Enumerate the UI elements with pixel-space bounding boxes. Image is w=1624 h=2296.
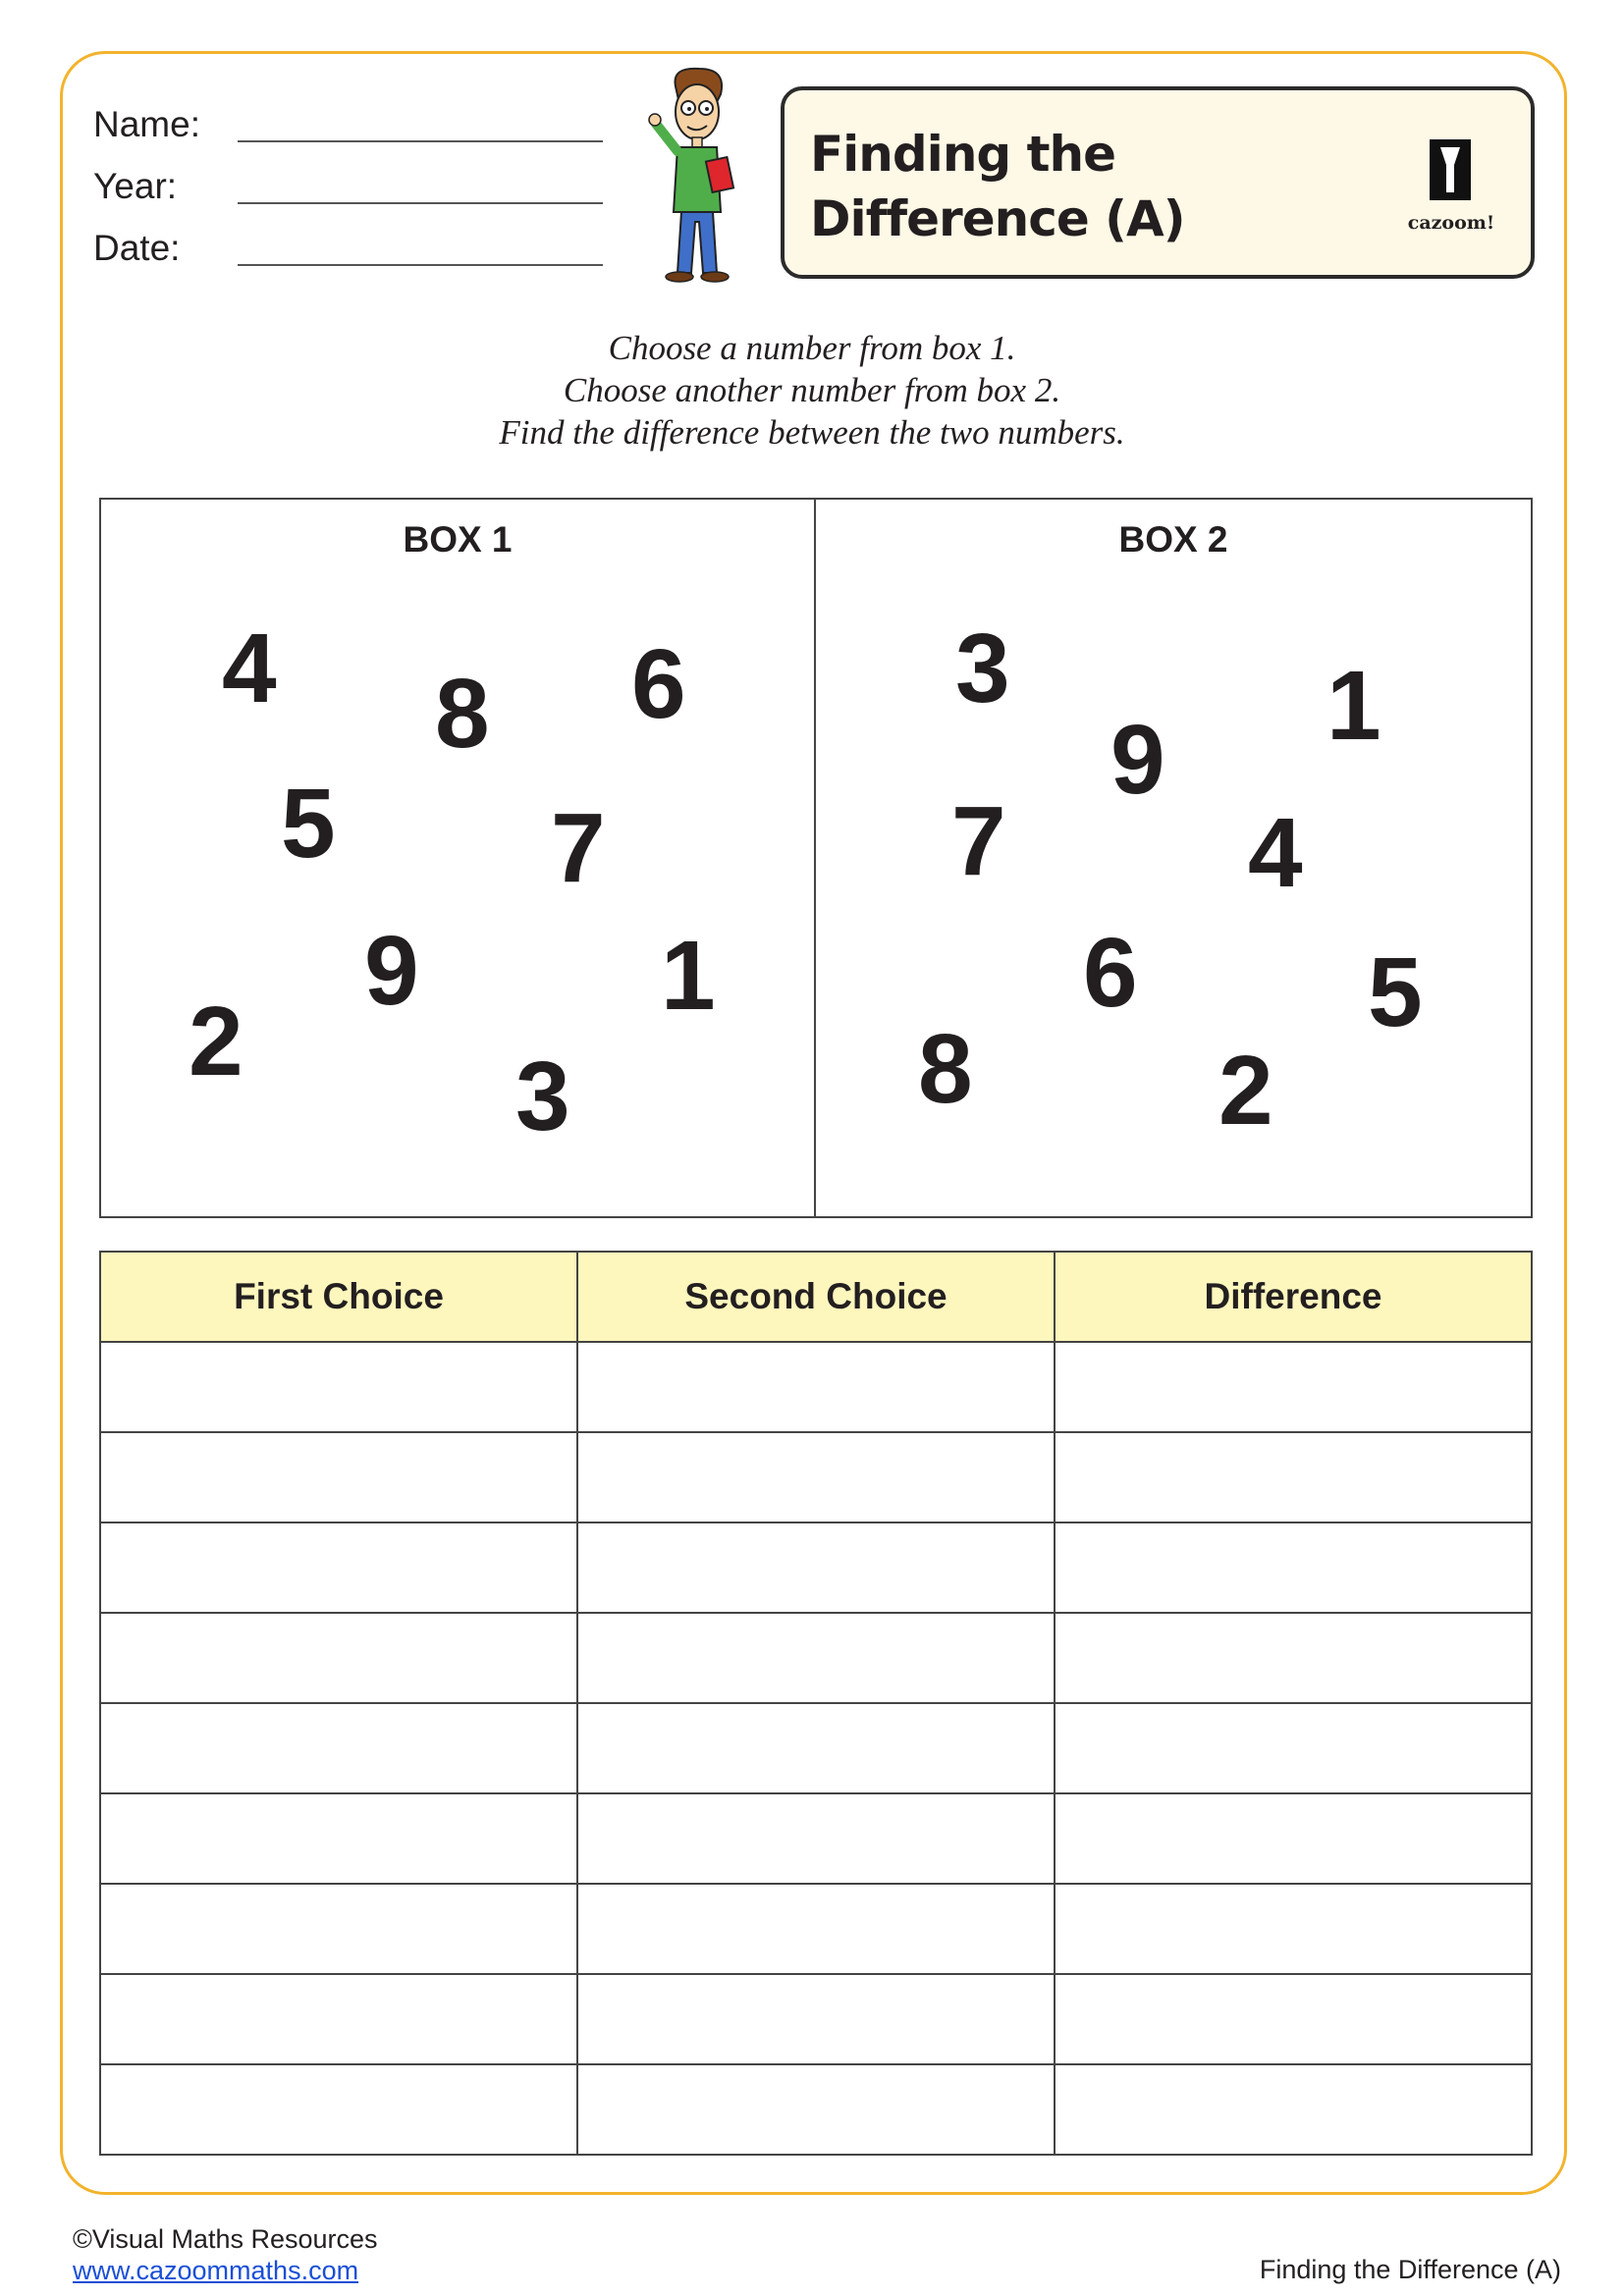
difference-cell[interactable] [1055,1974,1532,2064]
box-2-number: 1 [1326,651,1381,761]
teacher-mascot-illustration [638,65,756,291]
date-label: Date: [93,228,181,268]
first-choice-cell[interactable] [100,1793,577,1884]
box-2-number: 3 [955,614,1010,723]
table-row [100,1522,1532,1613]
box-2-number: 8 [918,1014,973,1124]
box-2-number: 4 [1248,798,1303,908]
box-1-number: 3 [515,1041,570,1151]
table-row [100,1432,1532,1522]
box-1-number: 2 [189,987,244,1096]
box-2-number: 5 [1368,937,1423,1047]
name-label: Name: [93,104,200,144]
first-choice-cell[interactable] [100,1432,577,1522]
header-first-choice: First Choice [100,1252,577,1342]
footer-page-title: Finding the Difference (A) [1259,2255,1561,2284]
box-1-number: 8 [435,659,490,769]
box-2-number: 6 [1083,918,1138,1028]
first-choice-cell[interactable] [100,1613,577,1703]
second-choice-cell[interactable] [577,1703,1055,1793]
cazoom-logo-icon [1397,132,1505,210]
year-line[interactable] [238,202,603,204]
logo-wordmark: cazoom! [1407,212,1495,234]
box-1-number: 4 [222,614,277,723]
second-choice-cell[interactable] [577,1522,1055,1613]
box-2 [814,498,1533,1218]
header-difference: Difference [1055,1252,1532,1342]
title-line-2: Difference (A) [810,190,1185,247]
first-choice-cell[interactable] [100,2064,577,2155]
year-label: Year: [93,166,178,206]
table-row [100,1793,1532,1884]
box-2-number: 2 [1218,1036,1273,1146]
box-2-title: BOX 2 [1118,519,1228,560]
difference-cell[interactable] [1055,1793,1532,1884]
difference-cell[interactable] [1055,1884,1532,1974]
second-choice-cell[interactable] [577,1793,1055,1884]
box-1-number: 5 [281,769,336,879]
box-1-number: 9 [364,916,419,1026]
footer-credits [73,2223,378,2286]
table-row [100,1342,1532,1432]
difference-cell[interactable] [1055,1522,1532,1613]
instruction-line-2: Choose another number from box 2. [563,371,1061,409]
box-2-number: 9 [1110,705,1165,815]
second-choice-cell[interactable] [577,1613,1055,1703]
first-choice-cell[interactable] [100,1884,577,1974]
box-1 [99,498,816,1218]
second-choice-cell[interactable] [577,1342,1055,1432]
difference-cell[interactable] [1055,1342,1532,1432]
table-row [100,1613,1532,1703]
table-row [100,1703,1532,1793]
copyright-text: ©Visual Maths Resources [73,2224,378,2254]
box-1-number: 1 [661,921,716,1031]
first-choice-cell[interactable] [100,1522,577,1613]
second-choice-cell[interactable] [577,1974,1055,2064]
answer-table [99,1251,1533,2156]
website-link[interactable]: www.cazoommaths.com [73,2256,359,2285]
instruction-line-3: Find the difference between the two numbers. [499,413,1125,452]
first-choice-cell[interactable] [100,1703,577,1793]
difference-cell[interactable] [1055,2064,1532,2155]
instruction-line-1: Choose a number from box 1. [608,329,1016,367]
box-1-number: 6 [631,629,686,739]
cazoom-logo [1397,132,1505,240]
second-choice-cell[interactable] [577,1432,1055,1522]
title-line-1: Finding the [810,126,1116,183]
second-choice-cell[interactable] [577,1884,1055,1974]
table-header-row [100,1252,1532,1342]
instructions [0,327,1624,454]
table-row [100,1974,1532,2064]
difference-cell[interactable] [1055,1703,1532,1793]
name-line[interactable] [238,140,603,142]
title-box [781,86,1535,279]
worksheet-title [810,122,1360,251]
difference-cell[interactable] [1055,1613,1532,1703]
box-1-number: 7 [551,793,606,903]
date-line[interactable] [238,264,603,266]
table-row [100,1884,1532,1974]
first-choice-cell[interactable] [100,1342,577,1432]
header-second-choice: Second Choice [577,1252,1055,1342]
difference-cell[interactable] [1055,1432,1532,1522]
answer-table-body [100,1342,1532,2155]
table-row [100,2064,1532,2155]
box-2-number: 7 [951,786,1006,896]
box-1-title: BOX 1 [403,519,513,560]
second-choice-cell[interactable] [577,2064,1055,2155]
first-choice-cell[interactable] [100,1974,577,2064]
